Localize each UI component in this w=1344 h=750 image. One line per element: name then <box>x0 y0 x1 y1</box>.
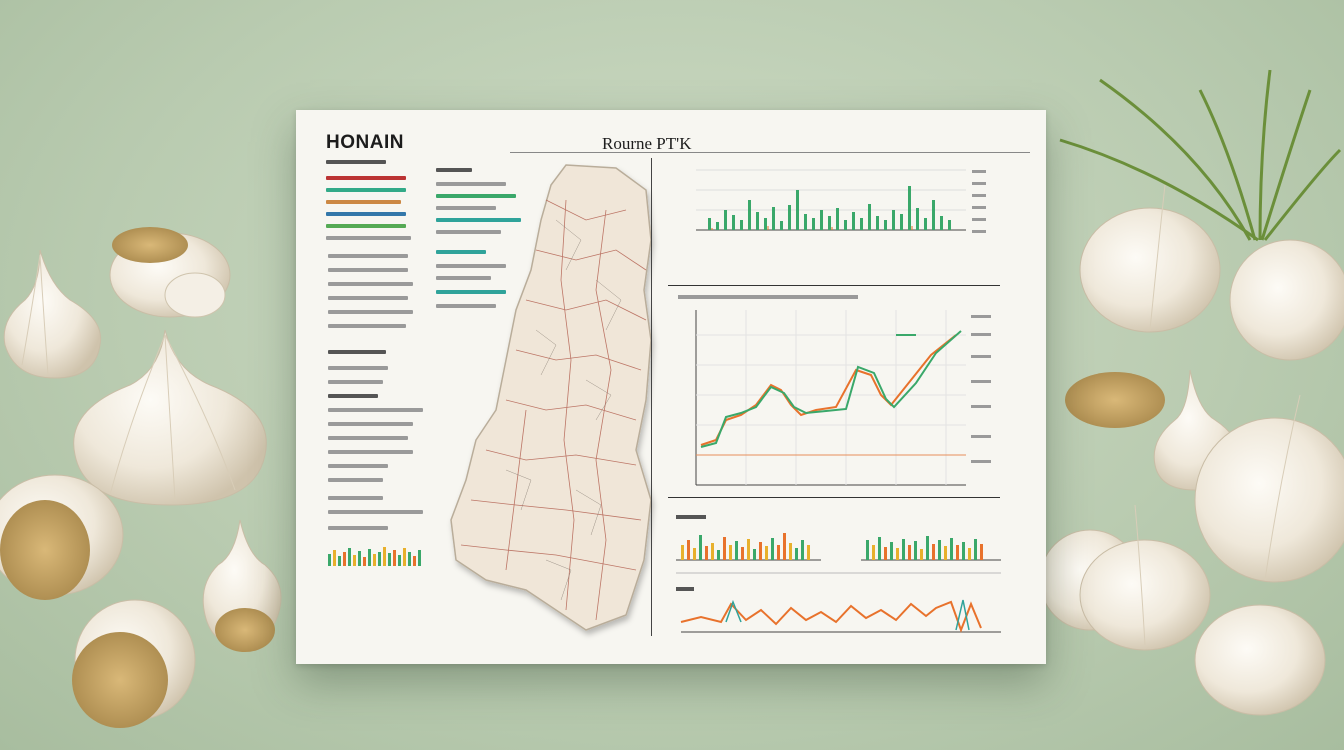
text-line <box>328 496 383 500</box>
text-line <box>326 176 406 180</box>
text-line <box>328 436 408 440</box>
wave-chart-bottom <box>671 582 1011 642</box>
garlic-bulb-icon <box>1065 372 1165 428</box>
text-line <box>328 366 388 370</box>
report-title: HONAIN <box>326 132 404 153</box>
text-line <box>326 200 401 204</box>
text-line <box>328 422 413 426</box>
text-line <box>328 450 413 454</box>
text-line <box>328 310 413 314</box>
top-rule <box>510 152 1030 153</box>
mini-bars-left <box>328 546 428 566</box>
divider <box>651 158 652 636</box>
text-line <box>326 212 406 216</box>
text-line <box>328 282 413 286</box>
text-line <box>328 510 423 514</box>
text-line <box>328 268 408 272</box>
text-line <box>326 188 406 192</box>
province-map <box>446 160 666 640</box>
garlic-bulb-icon <box>1080 505 1210 650</box>
text-line <box>328 350 386 354</box>
text-line <box>326 236 411 240</box>
text-line <box>326 224 406 228</box>
text-line <box>328 526 388 530</box>
text-line <box>326 160 386 164</box>
center-heading: Rourne PT'K <box>602 134 692 153</box>
report-sheet <box>296 110 1046 664</box>
garlic-bulb-icon <box>1230 240 1344 360</box>
text-line <box>328 296 408 300</box>
divider <box>668 285 1000 286</box>
bar-chart-top <box>676 160 1006 270</box>
text-line <box>328 254 408 258</box>
text-line <box>328 380 383 384</box>
garlic-stalk-icon <box>1060 70 1340 240</box>
garlic-bulb-icon <box>1195 605 1325 715</box>
text-line <box>328 324 406 328</box>
text-line <box>328 394 378 398</box>
line-chart-middle <box>666 295 1006 495</box>
text-line <box>328 408 423 412</box>
bar-chart-bottom <box>671 515 1011 585</box>
garlic-bulb-icon <box>1080 185 1220 332</box>
text-line <box>328 464 388 468</box>
divider <box>668 497 1000 498</box>
text-line <box>328 478 383 482</box>
